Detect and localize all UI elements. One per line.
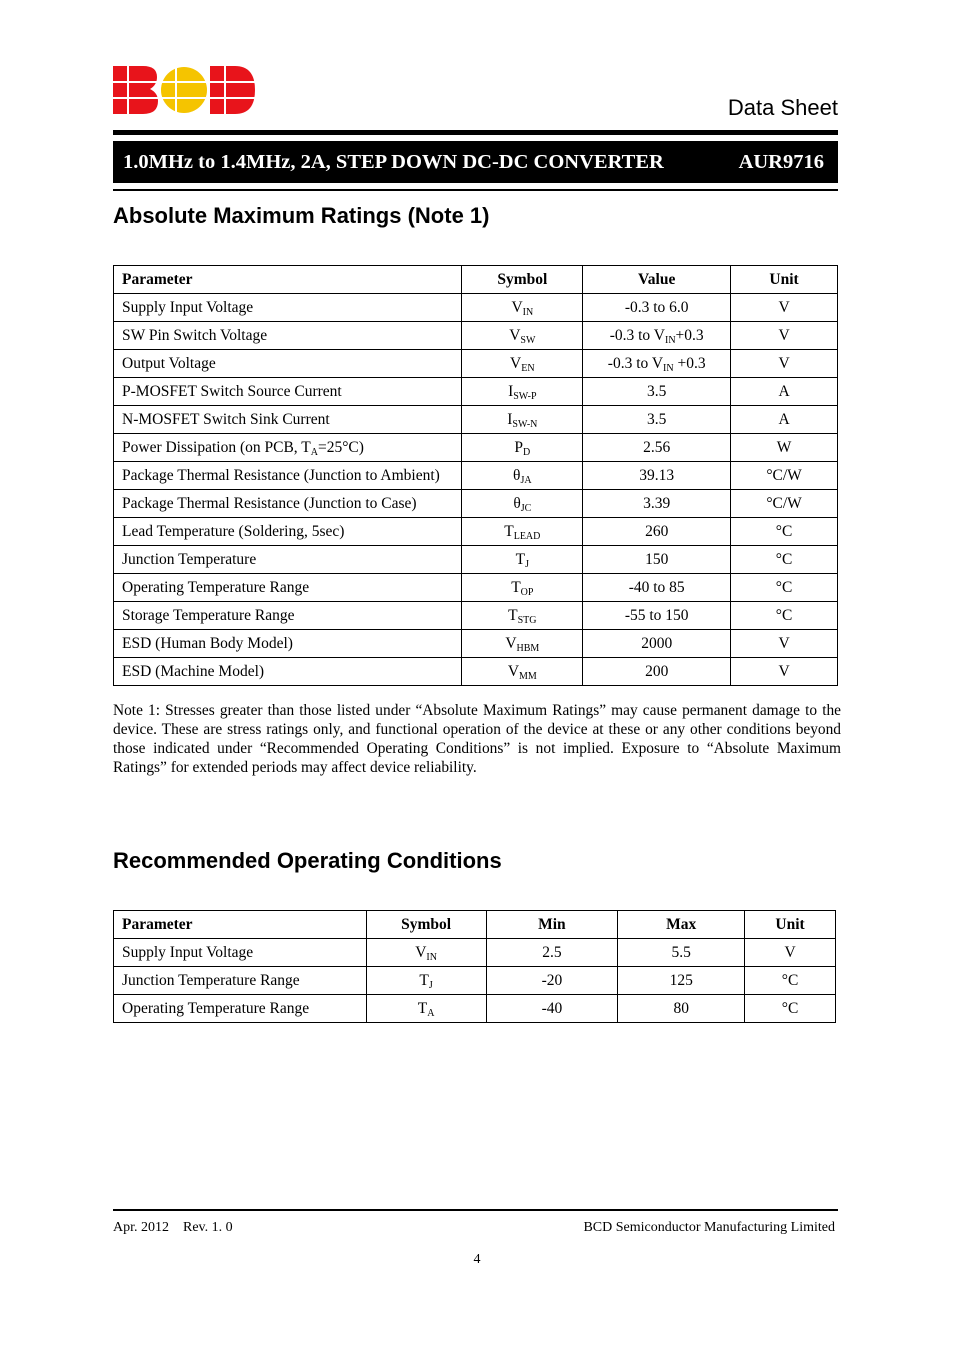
- value-cell: -40 to 85: [583, 574, 731, 602]
- unit-cell: °C: [731, 546, 838, 574]
- param-cell: Power Dissipation (on PCB, $T_A=25^\circ C$): [114, 434, 462, 462]
- col-header: Unit: [731, 266, 838, 294]
- header-rule: [113, 130, 838, 135]
- value-cell: 260: [583, 518, 731, 546]
- symbol-cell: $V_{HBM}$: [462, 630, 583, 658]
- symbol-cell: $V_{MM}$: [462, 658, 583, 686]
- value-cell: 3.5: [583, 406, 731, 434]
- symbol-cell: $V_{EN}$: [462, 350, 583, 378]
- symbol-cell: $V_{SW}$: [462, 322, 583, 350]
- param-cell: Junction Temperature Range: [114, 967, 367, 995]
- symbol-cell: $\theta_{JA}$: [462, 462, 583, 490]
- table-row: [114, 546, 838, 574]
- part-number: AUR9716: [738, 151, 824, 173]
- table-header-row: [114, 266, 838, 294]
- table-row: [114, 406, 838, 434]
- param-cell: Operating Temperature Range: [114, 574, 462, 602]
- symbol-cell: $P_D$: [462, 434, 583, 462]
- value-cell: 200: [583, 658, 731, 686]
- symbol-cell: $T_J$: [462, 546, 583, 574]
- min-cell: -40: [486, 995, 618, 1023]
- table-header-row: [114, 911, 836, 939]
- table-row: [114, 658, 838, 686]
- table-row: [114, 630, 838, 658]
- param-cell: P-MOSFET Switch Source Current: [114, 378, 462, 406]
- param-cell: Junction Temperature: [114, 546, 462, 574]
- col-header: Parameter: [114, 911, 367, 939]
- symbol-cell: $V_{IN}$: [366, 939, 486, 967]
- table-row: [114, 462, 838, 490]
- unit-cell: °C: [731, 518, 838, 546]
- bcd-logo: [113, 66, 255, 114]
- abs-max-table: [113, 265, 838, 686]
- table-row: [114, 322, 838, 350]
- param-cell: Package Thermal Resistance (Junction to Ambient): [114, 462, 462, 490]
- document-title: 1.0MHz to 1.4MHz, 2A, STEP DOWN DC-DC CONVERTER: [123, 151, 664, 173]
- unit-cell: °C: [731, 602, 838, 630]
- footer-rule: [113, 1209, 838, 1211]
- max-cell: 80: [618, 995, 745, 1023]
- abs-max-heading: Absolute Maximum Ratings (Note 1): [113, 203, 490, 228]
- title-rule: [113, 189, 838, 191]
- value-cell: 3.39: [583, 490, 731, 518]
- param-cell: Package Thermal Resistance (Junction to Case): [114, 490, 462, 518]
- col-header: Max: [618, 911, 745, 939]
- col-header: Symbol: [462, 266, 583, 294]
- value-cell: 3.5: [583, 378, 731, 406]
- table-row: [114, 434, 838, 462]
- page-number: 4: [473, 1252, 481, 1267]
- table-row: [114, 967, 836, 995]
- unit-cell: V: [745, 939, 836, 967]
- value-cell: -0.3 to $V_{IN} +0.3$: [583, 350, 731, 378]
- param-cell: ESD (Machine Model): [114, 658, 462, 686]
- unit-cell: V: [731, 350, 838, 378]
- value-cell: 150: [583, 546, 731, 574]
- min-cell: 2.5: [486, 939, 618, 967]
- title-bar: [113, 141, 838, 183]
- col-header: Min: [486, 911, 618, 939]
- footer-company: BCD Semiconductor Manufacturing Limited: [583, 1220, 835, 1235]
- value-cell: -55 to 150: [583, 602, 731, 630]
- table-row: [114, 518, 838, 546]
- unit-cell: V: [731, 294, 838, 322]
- col-header: Symbol: [366, 911, 486, 939]
- max-cell: 5.5: [618, 939, 745, 967]
- rec-op-table: [113, 910, 836, 1023]
- param-cell: Supply Input Voltage: [114, 294, 462, 322]
- table-row: [114, 294, 838, 322]
- param-cell: Operating Temperature Range: [114, 995, 367, 1023]
- value-cell: 39.13: [583, 462, 731, 490]
- unit-cell: V: [731, 322, 838, 350]
- note-1: Note 1: Stresses greater than those listed under “Absolute Maximum Ratings” may cause permanent damage to the device. These are stress ratings only, and functional operation of the device at these or any other conditions beyond those indicated under “Recommended Operating Conditions” is not implied. Exposure to “Absolute Maximum Ratings” for extended periods may affect device reliability.: [113, 702, 841, 776]
- unit-cell: °C/W: [731, 490, 838, 518]
- value-cell: 2000: [583, 630, 731, 658]
- unit-cell: °C: [731, 574, 838, 602]
- symbol-cell: $T_{STG}$: [462, 602, 583, 630]
- symbol-cell: $T_A$: [366, 995, 486, 1023]
- col-header: Value: [583, 266, 731, 294]
- param-cell: N-MOSFET Switch Sink Current: [114, 406, 462, 434]
- value-cell: -0.3 to $V_{IN}+0.3$: [583, 322, 731, 350]
- value-cell: -0.3 to 6.0: [583, 294, 731, 322]
- table-row: [114, 574, 838, 602]
- min-cell: -20: [486, 967, 618, 995]
- value-cell: 2.56: [583, 434, 731, 462]
- unit-cell: V: [731, 658, 838, 686]
- table-row: [114, 939, 836, 967]
- unit-cell: A: [731, 378, 838, 406]
- table-row: [114, 378, 838, 406]
- col-header: Parameter: [114, 266, 462, 294]
- unit-cell: °C/W: [731, 462, 838, 490]
- table-row: [114, 350, 838, 378]
- symbol-cell: $T_{OP}$: [462, 574, 583, 602]
- unit-cell: W: [731, 434, 838, 462]
- col-header: Unit: [745, 911, 836, 939]
- table-row: [114, 995, 836, 1023]
- param-cell: Storage Temperature Range: [114, 602, 462, 630]
- table-row: [114, 490, 838, 518]
- symbol-cell: $T_J$: [366, 967, 486, 995]
- param-cell: SW Pin Switch Voltage: [114, 322, 462, 350]
- symbol-cell: $I_{SW-P}$: [462, 378, 583, 406]
- max-cell: 125: [618, 967, 745, 995]
- unit-cell: °C: [745, 995, 836, 1023]
- param-cell: Lead Temperature (Soldering, 5sec): [114, 518, 462, 546]
- table-row: [114, 602, 838, 630]
- rec-op-heading: Recommended Operating Conditions: [113, 848, 502, 873]
- param-cell: Output Voltage: [114, 350, 462, 378]
- symbol-cell: $T_{LEAD}$: [462, 518, 583, 546]
- param-cell: Supply Input Voltage: [114, 939, 367, 967]
- footer-date-rev: Apr. 2012 Rev. 1. 0: [113, 1220, 233, 1235]
- unit-cell: °C: [745, 967, 836, 995]
- symbol-cell: $\theta_{JC}$: [462, 490, 583, 518]
- datasheet-label: Data Sheet: [727, 95, 838, 120]
- param-cell: ESD (Human Body Model): [114, 630, 462, 658]
- unit-cell: V: [731, 630, 838, 658]
- symbol-cell: $I_{SW-N}$: [462, 406, 583, 434]
- unit-cell: A: [731, 406, 838, 434]
- symbol-cell: $V_{IN}$: [462, 294, 583, 322]
